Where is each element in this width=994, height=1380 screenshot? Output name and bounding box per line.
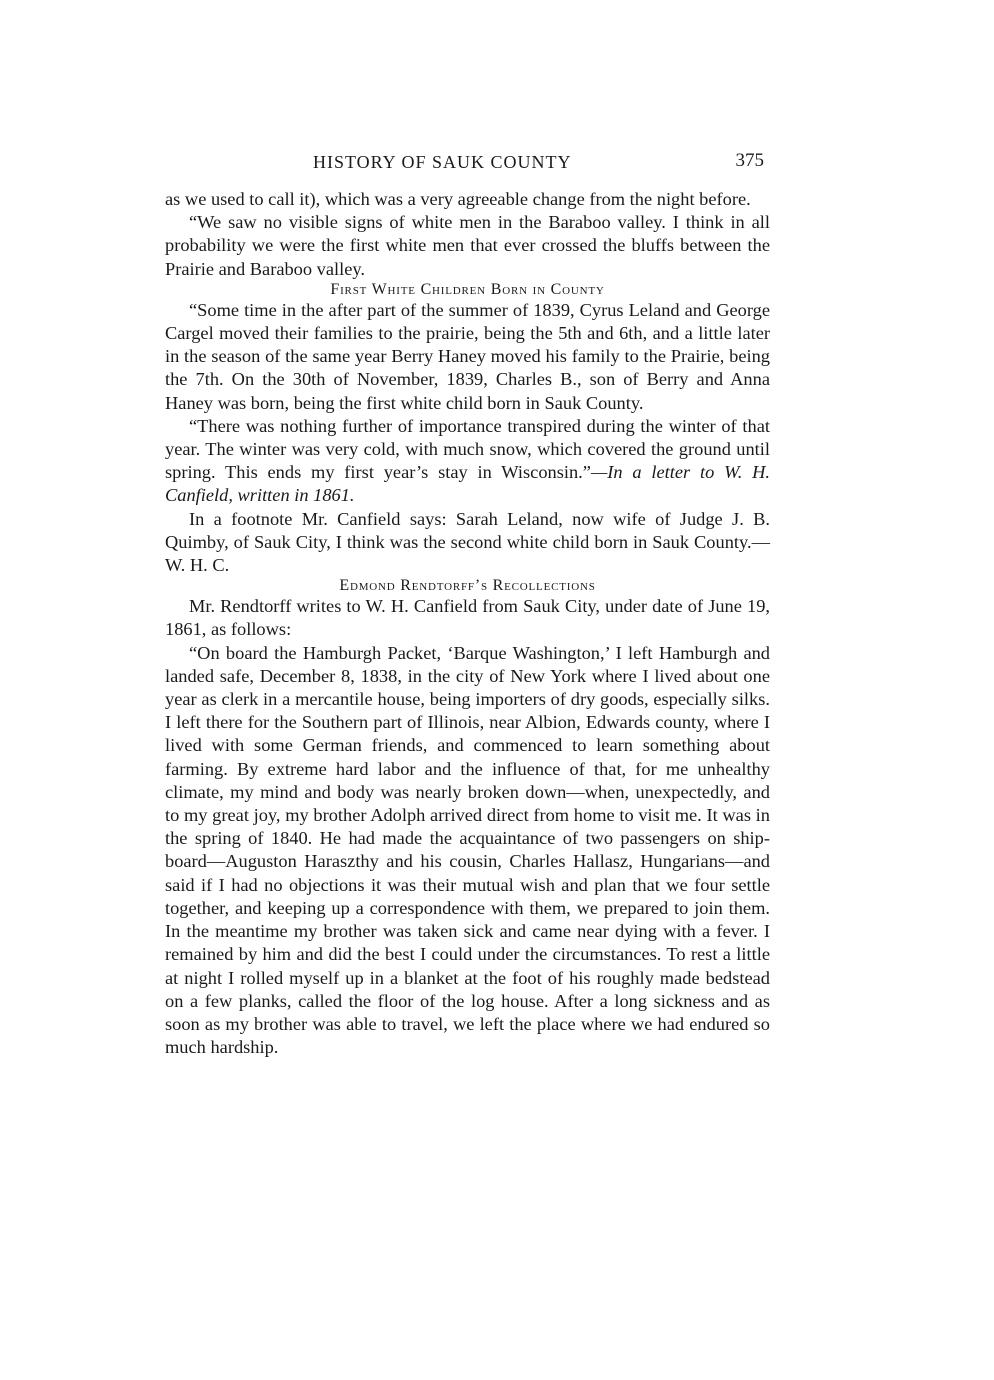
paragraph-footnote: In a footnote Mr. Canfield says: Sarah Leland, now wife of Judge J. B. Quimby, of Sauk City, I think was the second white child born in Sauk County.—W. H. C.	[165, 508, 770, 576]
page-number: 375	[735, 150, 764, 171]
paragraph-baraboo-valley: “We saw no visible signs of white men in the Baraboo valley. I think in all probability we were the first white men that ever crossed the bluffs between the Prairie and Baraboo valley.	[165, 212, 770, 279]
paragraph-continuation: as we used to call it), which was a very agreeable change from the night before.	[165, 189, 751, 209]
running-head	[165, 150, 770, 180]
section-heading-rendtorff-recollections: Edmond Rendtorff’s Recollections	[339, 577, 596, 595]
paragraph-rendtorff-intro: Mr. Rendtorff writes to W. H. Canfield from Sauk City, under date of June 19, 1861, as follows:	[165, 596, 770, 640]
paragraph-summer-1839: “Some time in the after part of the summer of 1839, Cyrus Leland and George Cargel moved their families to the prairie, being the 5th and 6th, and a little later in the season of the same year Berry Haney moved his family to the Prairie, being the 7th. On the 30th of November, 1839, Charles B., son of Berry and Anna Haney was born, being the first white child born in Sauk County.	[165, 299, 770, 413]
paragraph-winter	[165, 415, 770, 508]
paragraph-hamburgh-packet: “On board the Hamburgh Packet, ‘Barque Washington,’ I left Hamburgh and landed safe, December 8, 1838, in the city of New York where I lived about one year as clerk in a mercantile house, being importers of dry goods, especially silks. I left there for the Southern part of Illinois, near Albion, Edwards county, where I lived with some German friends, and commenced to learn something about farming. By extreme hard labor and the influence of that, for me unhealthy climate, my mind and body was nearly broken down—when, unexpectedly, and to my great joy, my brother Adolph arrived direct from home to visit me. It was in the spring of 1840. He had made the acquaintance of two passengers on ship-board—Auguston Haraszthy and his cousin, Charles Hallasz, Hungarians—and said if I had no objections it was their mutual wish and plan that we four settle together, and keeping up a correspondence with them, we prepared to join them. In the meantime my brother was taken sick and came near dying with a fever. I remained by him and did the best I could under the circumstances. To rest a little at night I rolled myself up in a blanket at the foot of his roughly made bedstead on a few planks, called the floor of the log house. After a long sickness and as soon as my brother was able to travel, we left the place where we had endured so much hardship.	[165, 642, 770, 1058]
running-title: HISTORY OF SAUK COUNTY	[313, 152, 572, 172]
section-heading-first-white-children: First White Children Born in County	[330, 280, 605, 298]
letter-citation: —In a letter to W. H. Canfield, written in 1861.	[165, 462, 770, 506]
winter-text: “There was nothing further of importance transpired during the winter of that year. The winter was very cold, with much snow, which covered the ground until spring. This ends my first year’s stay in Wisconsin.”	[165, 415, 770, 483]
book-page	[165, 150, 770, 1059]
